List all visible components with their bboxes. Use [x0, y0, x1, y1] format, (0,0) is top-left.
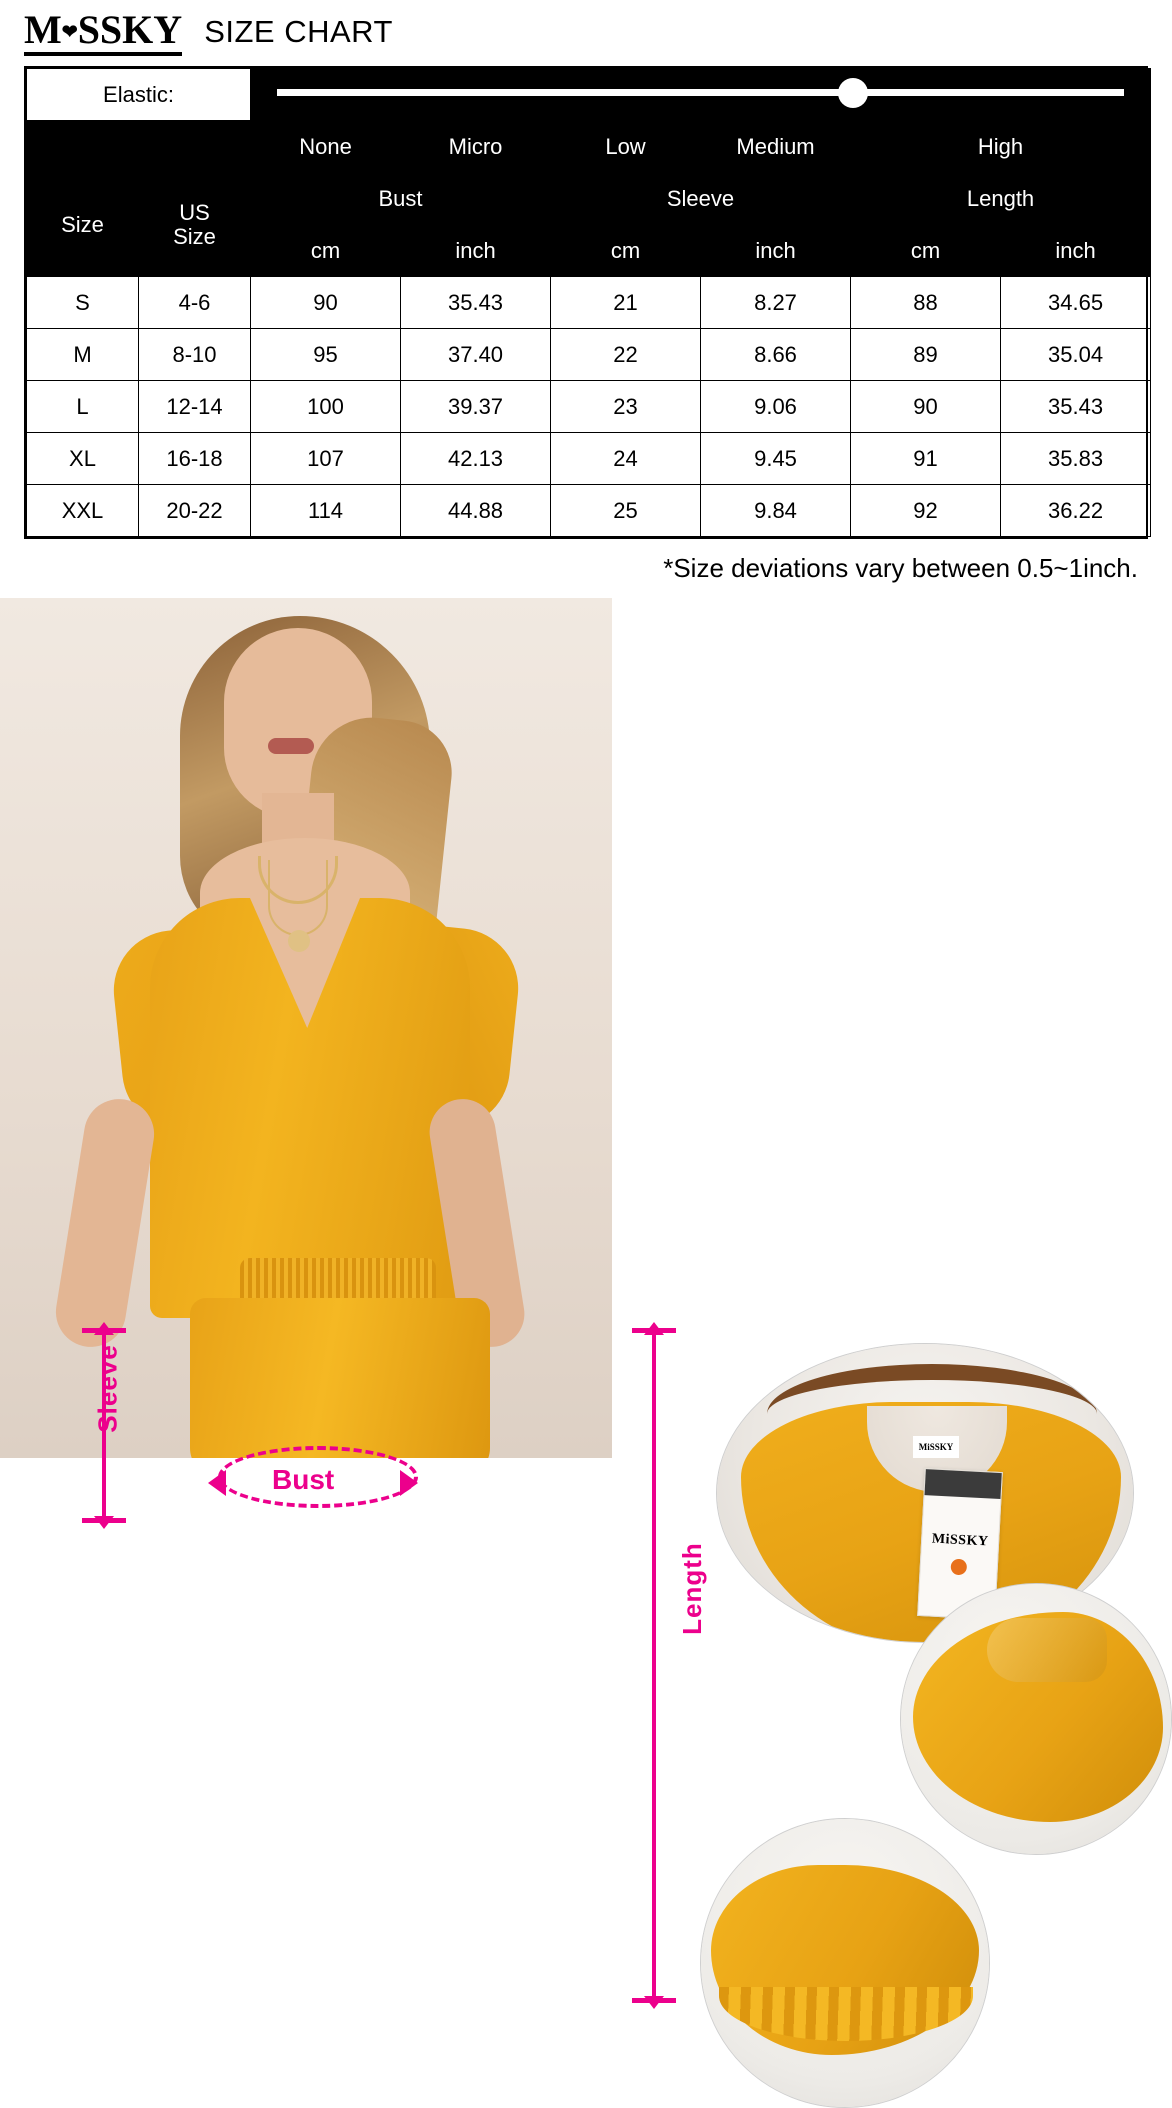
heart-icon: ❤ [61, 22, 78, 43]
cell-us-size: 16-18 [139, 433, 251, 485]
cell-us-size: 12-14 [139, 381, 251, 433]
brand-woven-label: MiSSKY [913, 1436, 959, 1458]
cell-sleeve-cm: 23 [551, 381, 701, 433]
elastic-level-high: High [851, 121, 1151, 173]
cell-bust-cm: 90 [251, 277, 401, 329]
brand-name-part1: M [24, 7, 62, 52]
cell-length-cm: 90 [851, 381, 1001, 433]
cell-sleeve-inch: 8.27 [701, 277, 851, 329]
cell-length-inch: 35.43 [1001, 381, 1151, 433]
header-unit-bust-cm: cm [251, 225, 401, 277]
cell-sleeve-inch: 9.06 [701, 381, 851, 433]
cell-bust-cm: 107 [251, 433, 401, 485]
hang-tag-logo-dot-icon [950, 1559, 967, 1576]
header-us-size-line1: US [179, 200, 210, 226]
cell-us-size: 8-10 [139, 329, 251, 381]
cell-sleeve-inch: 9.84 [701, 485, 851, 537]
elastic-slider-bar [277, 89, 1124, 96]
brand-logo [24, 7, 183, 56]
cell-length-cm: 89 [851, 329, 1001, 381]
cell-sleeve-inch: 9.45 [701, 433, 851, 485]
elastic-slider-row [27, 69, 1151, 121]
cell-bust-cm: 114 [251, 485, 401, 537]
cell-length-cm: 88 [851, 277, 1001, 329]
elastic-levels-row [27, 121, 1151, 173]
cell-length-cm: 91 [851, 433, 1001, 485]
detail-sleeve-pleats [987, 1618, 1107, 1682]
elastic-level-micro: Micro [401, 121, 551, 173]
header-group-length: Length [851, 173, 1151, 225]
hang-tag-header [925, 1469, 1002, 1499]
length-measurement-marker [630, 1333, 707, 1998]
header-unit-sleeve-inch: inch [701, 225, 851, 277]
cell-sleeve-cm: 22 [551, 329, 701, 381]
header-us-size-line2: Size [173, 223, 216, 249]
cell-us-size: 4-6 [139, 277, 251, 329]
table-row [27, 381, 1151, 433]
cell-size: M [27, 329, 139, 381]
hang-tag-brand: MiSSKY [931, 1531, 989, 1550]
illustration-area [0, 598, 1172, 1635]
cell-sleeve-cm: 25 [551, 485, 701, 537]
elastic-label: Elastic: [27, 69, 251, 121]
elastic-level-medium: Medium [701, 121, 851, 173]
table-row [27, 329, 1151, 381]
header-group-bust: Bust [251, 173, 551, 225]
cell-bust-inch: 39.37 [401, 381, 551, 433]
header-us-size [139, 173, 251, 277]
model-lips [268, 738, 314, 754]
cell-bust-cm: 95 [251, 329, 401, 381]
elastic-slider[interactable] [251, 69, 1151, 121]
page-title: SIZE CHART [204, 14, 393, 49]
detail-photo-hem [700, 1818, 990, 2108]
page-header [0, 0, 1172, 62]
cell-length-cm: 92 [851, 485, 1001, 537]
dress-skirt-tier-1 [190, 1298, 490, 1458]
cell-length-inch: 35.83 [1001, 433, 1151, 485]
size-chart-table [26, 68, 1151, 537]
cell-bust-inch: 44.88 [401, 485, 551, 537]
elastic-slider-track[interactable] [277, 69, 1124, 120]
cell-size: S [27, 277, 139, 329]
header-unit-length-cm: cm [851, 225, 1001, 277]
header-unit-bust-inch: inch [401, 225, 551, 277]
header-group-sleeve: Sleeve [551, 173, 851, 225]
sleeve-measurement-label: Sleeve [92, 1344, 123, 1433]
size-chart-table-wrapper [24, 66, 1148, 539]
sleeve-measurement-marker [80, 1333, 130, 1518]
cell-size: XL [27, 433, 139, 485]
bust-measurement-label: Bust [272, 1464, 335, 1495]
header-unit-length-inch: inch [1001, 225, 1151, 277]
sleeve-cap-bottom [82, 1518, 126, 1523]
brand-name-part2: SSKY [77, 7, 183, 52]
cell-sleeve-inch: 8.66 [701, 329, 851, 381]
cell-bust-cm: 100 [251, 381, 401, 433]
elastic-level-low: Low [551, 121, 701, 173]
table-row [27, 277, 1151, 329]
cell-length-inch: 35.04 [1001, 329, 1151, 381]
size-deviation-note: *Size deviations vary between 0.5~1inch. [663, 553, 1138, 583]
length-cap-bottom [632, 1998, 676, 2003]
table-row [27, 485, 1151, 537]
bust-arrow-right [400, 1470, 418, 1496]
elastic-level-none: None [251, 121, 401, 173]
table-group-header-row [27, 173, 1151, 225]
elastic-levels-spacer [27, 121, 251, 173]
cell-size: L [27, 381, 139, 433]
cell-length-inch: 36.22 [1001, 485, 1151, 537]
cell-bust-inch: 42.13 [401, 433, 551, 485]
table-row [27, 433, 1151, 485]
necklace-pendant [288, 930, 310, 952]
cell-size: XXL [27, 485, 139, 537]
cell-sleeve-cm: 21 [551, 277, 701, 329]
elastic-slider-knob[interactable] [838, 78, 868, 108]
length-arrow [652, 1333, 656, 1998]
cell-bust-inch: 37.40 [401, 329, 551, 381]
header-unit-sleeve-cm: cm [551, 225, 701, 277]
header-size: Size [27, 173, 139, 277]
length-measurement-label: Length [676, 1542, 707, 1635]
necklace-inner [268, 860, 328, 936]
cell-length-inch: 34.65 [1001, 277, 1151, 329]
cell-us-size: 20-22 [139, 485, 251, 537]
detail-photo-sleeve [900, 1583, 1172, 1855]
bust-arrow-left [208, 1470, 226, 1496]
cell-sleeve-cm: 24 [551, 433, 701, 485]
cell-bust-inch: 35.43 [401, 277, 551, 329]
